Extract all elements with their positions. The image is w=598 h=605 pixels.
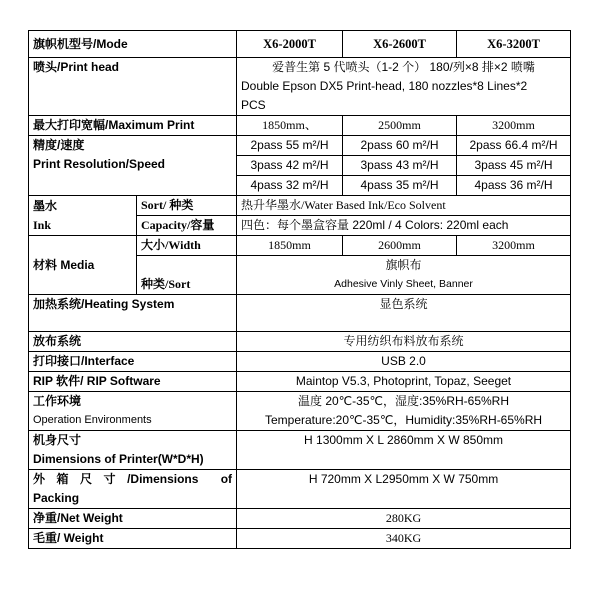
net-weight-row xyxy=(29,509,571,529)
resolution-cell: 3pass 42 m²/H xyxy=(237,156,343,176)
material-type-cn: 旗帜布 xyxy=(385,258,422,272)
ink-capacity-label: Capacity/容量 xyxy=(137,216,237,236)
packing-value: H 720mm X L2950mm X W 750mm xyxy=(237,470,571,509)
feeding-value: 专用纺织布料放布系统 xyxy=(237,332,571,352)
dimensions-label-en: Dimensions of Printer(W*D*H) xyxy=(33,452,204,466)
net-weight-label: 净重/Net Weight xyxy=(29,509,237,529)
resolution-label-en: Print Resolution/Speed xyxy=(33,157,166,171)
packing-label-line-1: 外 箱 尺 寸 /Dimensions of xyxy=(33,472,233,486)
material-size-label: 大小/Width xyxy=(137,236,237,256)
printhead-line-1: 爱普生第 5 代喷头（1-2 个） 180/列×8 排×2 喷嘴 xyxy=(272,60,535,74)
resolution-cell: 3pass 45 m²/H xyxy=(457,156,571,176)
gross-weight-label: 毛重/ Weight xyxy=(29,529,237,549)
net-weight-value: 280KG xyxy=(237,509,571,529)
ink-sort-row xyxy=(29,196,571,216)
rip-value: Maintop V5.3, Photoprint, Topaz, Seeget xyxy=(237,372,571,392)
material-label: 材料 Media xyxy=(29,236,137,295)
packing-label-line-2: Packing xyxy=(33,491,80,505)
ink-capacity-value: 四色：每个墨盒容量 220ml / 4 Colors: 220ml each xyxy=(237,216,571,236)
printhead-line-2: Double Epson DX5 Print-head, 180 nozzles*8 Lines*2 xyxy=(241,79,528,93)
header-row xyxy=(29,31,571,58)
resolution-row-1 xyxy=(29,136,571,156)
printhead-line-3: PCS xyxy=(241,98,266,112)
max-width-2000t: 1850mm、 xyxy=(237,116,343,136)
environment-label-en: Operation Environments xyxy=(33,414,152,426)
environment-line-en: Temperature:20℃-35℃，Humidity:35%RH-65%RH xyxy=(264,413,543,427)
packing-row xyxy=(29,470,571,509)
heating-row xyxy=(29,295,571,332)
interface-row xyxy=(29,352,571,372)
environment-value xyxy=(237,392,571,431)
gross-weight-row xyxy=(29,529,571,549)
printhead-row xyxy=(29,58,571,116)
material-size-3200t: 3200mm xyxy=(457,236,571,256)
rip-label: RIP 软件/ RIP Software xyxy=(29,372,237,392)
environment-label xyxy=(29,392,237,431)
resolution-cell: 2pass 55 m²/H xyxy=(237,136,343,156)
ink-label-cn: 墨水 xyxy=(33,198,58,213)
resolution-label-cn: 精度/速度 xyxy=(33,138,85,152)
max-width-2600t: 2500mm xyxy=(343,116,457,136)
ink-sort-value: 热升华墨水/Water Based Ink/Eco Solvent xyxy=(237,196,571,216)
material-size-2000t: 1850mm xyxy=(237,236,343,256)
gross-weight-value: 340KG xyxy=(237,529,571,549)
interface-value: USB 2.0 xyxy=(237,352,571,372)
resolution-cell: 3pass 43 m²/H xyxy=(343,156,457,176)
heating-value: 显色系统 xyxy=(237,295,571,332)
max-width-row xyxy=(29,116,571,136)
material-size-row xyxy=(29,236,571,256)
material-sort-label: 种类/Sort xyxy=(137,256,237,295)
packing-label xyxy=(29,470,237,509)
printhead-value xyxy=(237,58,571,116)
environment-label-cn: 工作环境 xyxy=(33,394,82,408)
resolution-cell: 4pass 36 m²/H xyxy=(457,176,571,196)
resolution-cell: 2pass 66.4 m²/H xyxy=(457,136,571,156)
feeding-label: 放布系统 xyxy=(29,332,237,352)
material-type-value xyxy=(237,256,571,295)
rip-row xyxy=(29,372,571,392)
resolution-label xyxy=(29,136,237,196)
feeding-row xyxy=(29,332,571,352)
spec-table xyxy=(28,30,571,549)
material-size-2600t: 2600mm xyxy=(343,236,457,256)
model-x6-2000t: X6-2000T xyxy=(237,31,343,58)
material-type-en: Adhesive Vinly Sheet, Banner xyxy=(334,278,473,290)
max-width-3200t: 3200mm xyxy=(457,116,571,136)
resolution-cell: 4pass 32 m²/H xyxy=(237,176,343,196)
dimensions-label-cn: 机身尺寸 xyxy=(33,433,82,447)
model-x6-3200t: X6-3200T xyxy=(457,31,571,58)
resolution-cell: 4pass 35 m²/H xyxy=(343,176,457,196)
max-width-label: 最大打印宽幅/Maximum Print xyxy=(29,116,237,136)
printhead-label: 喷头/Print head xyxy=(29,58,237,116)
environment-line-cn: 温度 20℃-35℃，湿度:35%RH-65%RH xyxy=(298,394,510,408)
model-x6-2600t: X6-2600T xyxy=(343,31,457,58)
dimensions-row xyxy=(29,431,571,470)
model-label: 旗帜机型号/Mode xyxy=(29,31,237,58)
ink-label xyxy=(29,196,137,236)
resolution-cell: 2pass 60 m²/H xyxy=(343,136,457,156)
ink-sort-label: Sort/ 种类 xyxy=(137,196,237,216)
dimensions-value: H 1300mm X L 2860mm X W 850mm xyxy=(237,431,571,470)
environment-row xyxy=(29,392,571,431)
interface-label: 打印接口/Interface xyxy=(29,352,237,372)
heating-label: 加热系统/Heating System xyxy=(29,295,237,332)
dimensions-label xyxy=(29,431,237,470)
ink-label-en: Ink xyxy=(33,217,52,232)
